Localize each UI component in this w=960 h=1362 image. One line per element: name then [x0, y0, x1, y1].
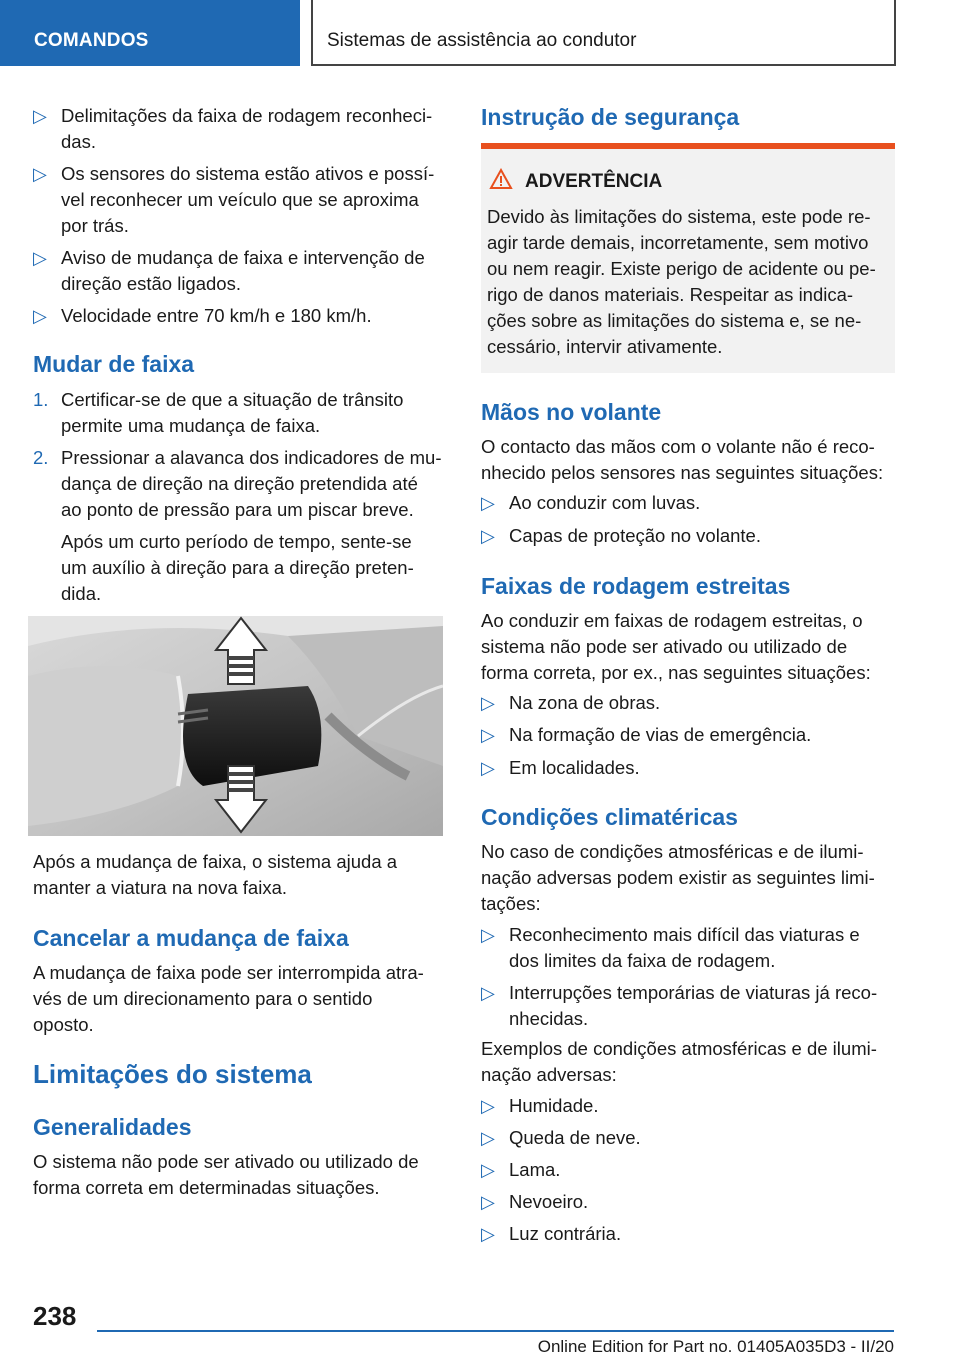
warning-text: rigo de danos materiais. Respeitar as indica-: [487, 284, 854, 305]
triangle-bullet-icon: ▷: [481, 925, 495, 945]
warning-text: cessário, intervir ativamente.: [487, 336, 723, 357]
list-item-text: Lama.: [509, 1159, 561, 1180]
section-title: COMANDOS: [34, 30, 149, 51]
step-text: permite uma mudança de faixa.: [61, 415, 321, 436]
body-text: O sistema não pode ser ativado ou utilizado de: [33, 1151, 419, 1172]
step-text: ao ponto de pressão para um piscar breve.: [61, 499, 414, 520]
chapter-title: Sistemas de assistência ao condutor: [327, 30, 637, 51]
heading-instrucao-seguranca: Instrução de segurança: [481, 104, 740, 130]
step-number: 1.: [33, 389, 49, 410]
triangle-bullet-icon: ▷: [481, 1224, 495, 1244]
footer-edition: Online Edition for Part no. 01405A035D3 - II/20: [537, 1337, 894, 1356]
list-item-text: vel reconhecer um veículo que se aproxima: [61, 189, 419, 210]
list-item-text: Ao conduzir com luvas.: [509, 492, 701, 513]
list-item-text: nhecidas.: [509, 1008, 589, 1029]
body-text: sistema não pode ser ativado ou utilizado de: [481, 636, 848, 657]
list-item-text: Reconhecimento mais difícil das viaturas e: [509, 924, 860, 945]
step-number: 2.: [33, 447, 49, 468]
step-text: Certificar-se de que a situação de trânsito: [61, 389, 404, 410]
body-text: forma correta, por ex., nas seguintes situações:: [481, 662, 871, 683]
warning-text: Devido às limitações do sistema, este pode re-: [487, 206, 871, 227]
chapter-tab: [311, 0, 896, 66]
step-text: Pressionar a alavanca dos indicadores de mu-: [61, 447, 442, 468]
list-item-text: Na formação de vias de emergência.: [509, 724, 812, 745]
warning-box: [481, 149, 895, 373]
step-note-text: Após um curto período de tempo, sente-se: [61, 531, 412, 552]
list-item-text: Luz contrária.: [509, 1223, 622, 1244]
step-note-text: um auxílio à direção para a direção preten-: [61, 557, 414, 578]
triangle-bullet-icon: ▷: [481, 983, 495, 1003]
heading-maos-volante: Mãos no volante: [481, 399, 662, 425]
body-text: Após a mudança de faixa, o sistema ajuda a: [33, 851, 398, 872]
heading-faixas-estreitas: Faixas de rodagem estreitas: [481, 573, 791, 599]
list-item-text: Interrupções temporárias de viaturas já reco-: [509, 982, 878, 1003]
body-text: tações:: [481, 893, 541, 914]
list-item-text: Na zona de obras.: [509, 692, 661, 713]
triangle-bullet-icon: ▷: [481, 693, 495, 713]
turn-signal-lever-illustration: [28, 616, 443, 836]
triangle-bullet-icon: ▷: [481, 758, 495, 778]
list-item-text: Capas de proteção no volante.: [509, 525, 761, 546]
lever-image: [28, 616, 443, 836]
section-tab: [0, 0, 300, 66]
body-text: nação adversas:: [481, 1064, 617, 1085]
list-item-text: Aviso de mudança de faixa e intervenção de: [61, 247, 425, 268]
page-number: 238: [33, 1301, 77, 1331]
warning-text: ções sobre as limitações do sistema e, se ne-: [487, 310, 862, 331]
list-item-text: Velocidade entre 70 km/h e 180 km/h.: [61, 305, 372, 326]
warning-title: ADVERTÊNCIA: [525, 171, 663, 192]
body-text: nação adversas podem existir as seguintes limi-: [481, 867, 875, 888]
list-item-text: por trás.: [61, 215, 129, 236]
list-item-text: Em localidades.: [509, 757, 640, 778]
list-item-text: Nevoeiro.: [509, 1191, 589, 1212]
list-item-text: Os sensores do sistema estão ativos e possí-: [61, 163, 435, 184]
body-text: manter a viatura na nova faixa.: [33, 877, 288, 898]
triangle-bullet-icon: ▷: [481, 493, 495, 513]
list-item-text: direção estão ligados.: [61, 273, 241, 294]
warning-text: agir tarde demais, incorretamente, sem motivo: [487, 232, 869, 253]
heading-limitacoes: Limitações do sistema: [33, 1059, 312, 1089]
triangle-bullet-icon: ▷: [33, 164, 47, 184]
triangle-bullet-icon: ▷: [33, 306, 47, 326]
triangle-bullet-icon: ▷: [481, 526, 495, 546]
list-item-text: dos limites da faixa de rodagem.: [509, 950, 776, 971]
warning-text: ou nem reagir. Existe perigo de acidente ou pe-: [487, 258, 876, 279]
step-note-text: dida.: [61, 583, 102, 604]
list-item-text: Humidade.: [509, 1095, 599, 1116]
heading-cancelar-mudanca: Cancelar a mudança de faixa: [33, 925, 349, 951]
body-text: Exemplos de condições atmosféricas e de ilumi-: [481, 1038, 877, 1059]
body-text: forma correta em determinadas situações.: [33, 1177, 380, 1198]
list-item-text: Delimitações da faixa de rodagem reconheci-: [61, 105, 433, 126]
footer-divider: [97, 1330, 894, 1332]
triangle-bullet-icon: ▷: [33, 106, 47, 126]
triangle-bullet-icon: ▷: [33, 248, 47, 268]
heading-condicoes-climatericas: Condições climatéricas: [481, 804, 738, 830]
heading-generalidades: Generalidades: [33, 1114, 192, 1140]
triangle-bullet-icon: ▷: [481, 1192, 495, 1212]
body-text: A mudança de faixa pode ser interrompida atra-: [33, 962, 424, 983]
body-text: Ao conduzir em faixas de rodagem estreitas, o: [481, 610, 863, 631]
body-text: No caso de condições atmosféricas e de ilumi-: [481, 841, 864, 862]
heading-mudar-de-faixa: Mudar de faixa: [33, 351, 195, 377]
list-item-text: das.: [61, 131, 96, 152]
triangle-bullet-icon: ▷: [481, 1096, 495, 1116]
step-text: dança de direção na direção pretendida até: [61, 473, 418, 494]
body-text: nhecido pelos sensores nas seguintes situações:: [481, 462, 884, 483]
body-text: oposto.: [33, 1014, 94, 1035]
list-item-text: Queda de neve.: [509, 1127, 641, 1148]
body-text: O contacto das mãos com o volante não é reco-: [481, 436, 875, 457]
triangle-bullet-icon: ▷: [481, 1160, 495, 1180]
body-text: vés de um direcionamento para o sentido: [33, 988, 373, 1009]
triangle-bullet-icon: ▷: [481, 1128, 495, 1148]
triangle-bullet-icon: ▷: [481, 725, 495, 745]
warning-triangle-icon: [489, 168, 513, 190]
